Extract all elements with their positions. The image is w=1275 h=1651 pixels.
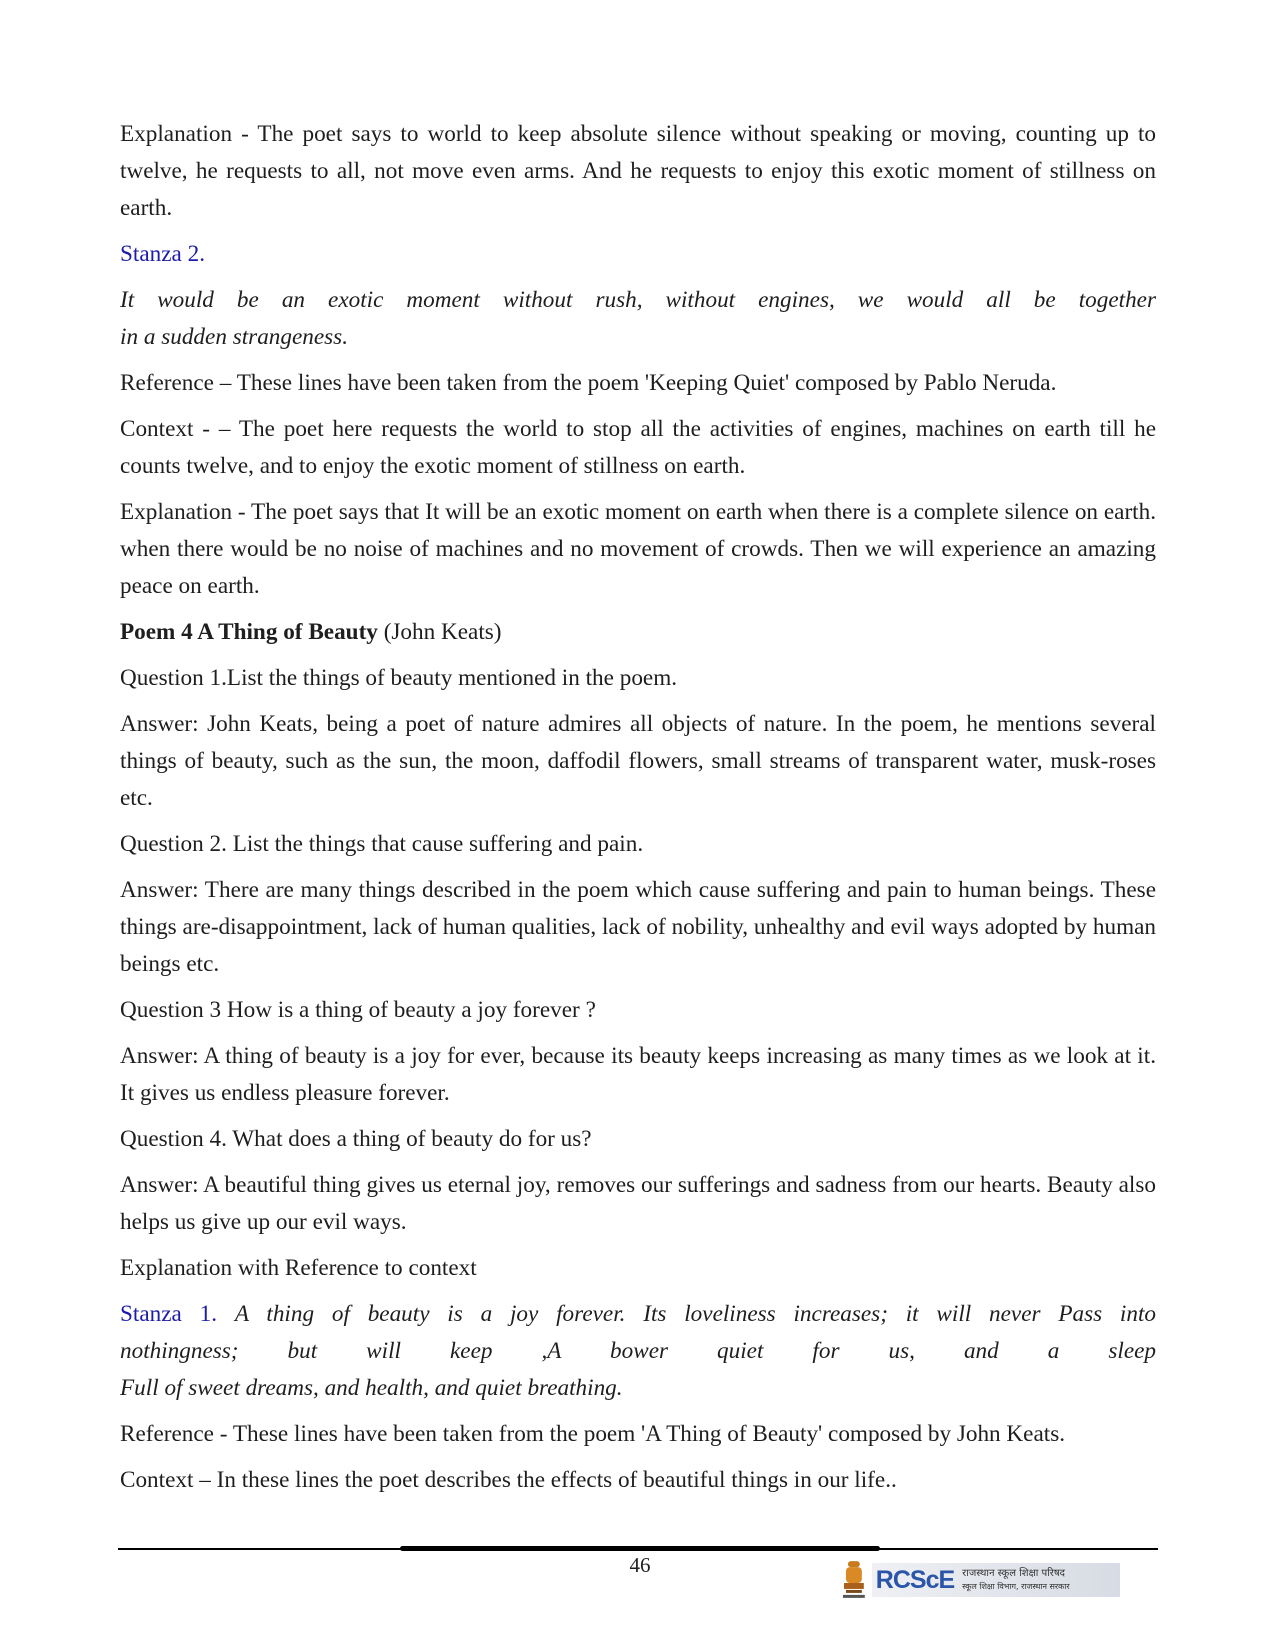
stanza-1-heading: Stanza 1. (120, 1301, 218, 1327)
answer-3: Answer: A thing of beauty is a joy for ever, because its beauty keeps increasing as many times as we look at it. It gives us endless pleasure forever. (120, 1043, 1156, 1106)
erc-heading: Explanation with Reference to context (120, 1255, 477, 1281)
reference-paragraph-2: Reference - These lines have been taken from the poem 'A Thing of Beauty' composed by John Keats. (120, 1421, 1066, 1447)
stanza-2-text (120, 282, 1156, 356)
national-emblem-icon (840, 1559, 868, 1601)
reference-paragraph-1: Reference – These lines have been taken from the poem 'Keeping Quiet' composed by Pablo Neruda. (120, 370, 1057, 396)
logo-text: RCScE (875, 1565, 955, 1594)
stanza-1-line-1-wrap (120, 1296, 1156, 1333)
logo-banner (872, 1563, 1120, 1597)
context-paragraph-2: Context – In these lines the poet describes the effects of beautiful things in our life.. (120, 1467, 897, 1493)
poem-4-author: (John Keats) (383, 619, 502, 645)
stanza-2-line-1: It would be an exotic moment without rush, without engines, we would all be together (120, 287, 1156, 313)
answer-4: Answer: A beautiful thing gives us eternal joy, removes our sufferings and sadness from our hearts. Beauty also helps us give up our evil ways. (120, 1172, 1156, 1235)
context-paragraph-1: Context - – The poet here requests the world to stop all the activities of engines, machines on earth till he counts twelve, and to enjoy the exotic moment of stillness on earth. (120, 416, 1156, 479)
logo-subtitle (962, 1567, 1069, 1593)
stanza-1-line-3: Full of sweet dreams, and health, and quiet breathing. (120, 1375, 623, 1401)
footer-rule-thick (400, 1546, 880, 1551)
question-2: Question 2. List the things that cause suffering and pain. (120, 831, 644, 857)
document-body (120, 116, 1156, 1508)
explanation-paragraph-1: Explanation - The poet says to world to keep absolute silence without speaking or moving, counting up to twelve, he requests to all, not move even arms. And he requests to enjoy this exotic moment of stillness on earth. (120, 121, 1156, 221)
answer-1: Answer: John Keats, being a poet of nature admires all objects of nature. In the poem, he mentions several things of beauty, such as the sun, the moon, daffodil flowers, small streams of transparent water, musk-roses etc. (120, 711, 1156, 811)
question-3: Question 3 How is a thing of beauty a joy forever ? (120, 997, 596, 1023)
stanza-1-line-2: nothingness; but will keep ,A bower quiet for us, and a sleep (120, 1338, 1156, 1364)
poem-4-title: Poem 4 A Thing of Beauty (120, 619, 378, 645)
stanza-1-line-1: A thing of beauty is a joy forever. Its loveliness increases; it will never Pass into (234, 1301, 1157, 1327)
logo-subtitle-line-2: स्कूल शिक्षा विभाग, राजस्थान सरकार (962, 1582, 1070, 1591)
question-1: Question 1.List the things of beauty mentioned in the poem. (120, 665, 678, 691)
stanza-1-text (120, 1296, 1156, 1407)
logo-subtitle-line-1: राजस्थान स्कूल शिक्षा परिषद (962, 1568, 1065, 1579)
page-number: 46 (629, 1553, 651, 1577)
question-4: Question 4. What does a thing of beauty do for us? (120, 1126, 592, 1152)
answer-2: Answer: There are many things described in the poem which cause suffering and pain to human beings. These things are-disappointment, lack of human qualities, lack of nobility, unhealthy and evil ways adopted by human beings etc. (120, 877, 1156, 977)
stanza-2-line-2: in a sudden strangeness. (120, 324, 349, 350)
stanza-2-heading: Stanza 2. (120, 241, 205, 267)
rcsce-logo (840, 1559, 1120, 1601)
explanation-paragraph-2: Explanation - The poet says that It will be an exotic moment on earth when there is a complete silence on earth. when there would be no noise of machines and no movement of crowds. Then we will experience an amazing peace on earth. (120, 499, 1156, 599)
poem-4-heading (120, 614, 1156, 651)
